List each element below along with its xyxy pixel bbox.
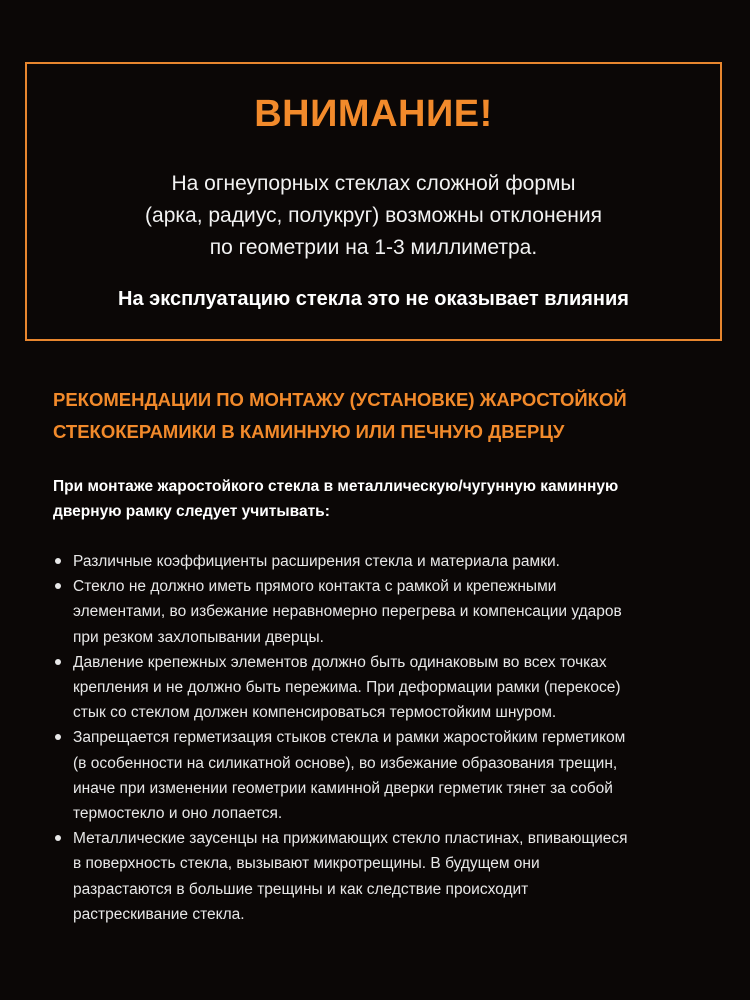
warning-title: ВНИМАНИЕ!: [254, 93, 493, 135]
list-item-line: в поверхность стекла, вызывают микротрещины. В будущем они: [73, 855, 540, 873]
list-item-line: растрескивание стекла.: [73, 905, 245, 923]
list-item-line: Запрещается герметизация стыков стекла и рамки жаростойким герметиком: [73, 729, 626, 747]
list-item-line: крепления и не должно быть пережима. При деформации рамки (перекосе): [73, 679, 621, 697]
list-item-line: элементами, во избежание неравномерно перегрева и компенсации ударов: [73, 603, 622, 621]
list-item-line: (в особенности на силикатной основе), во избежание образования трещин,: [73, 754, 618, 772]
list-item: [53, 725, 713, 826]
intro-line: При монтаже жаростойкого стекла в металлическую/чугунную каминную: [53, 478, 619, 495]
bullet-icon: [55, 659, 61, 665]
list-item-line: при резком захлопывании дверцы.: [73, 628, 324, 646]
warning-text: [27, 168, 720, 264]
list-item-line: стык со стеклом должен компенсироваться термостойким шнуром.: [73, 704, 557, 722]
list-item-line: Металлические заусенцы на прижимающих стекло пластинах, впивающиеся: [73, 830, 628, 848]
section-title-line: РЕКОМЕНДАЦИИ ПО МОНТАЖУ (УСТАНОВКЕ) ЖАРОСТОЙКОЙ: [53, 389, 627, 410]
bullet-icon: [55, 583, 61, 589]
intro-line: дверную рамку следует учитывать:: [53, 503, 330, 520]
list-item: [53, 826, 713, 927]
list-item-line: иначе при изменении геометрии каминной дверки герметик тянет за собой: [73, 779, 613, 797]
list-item-line: термостекло и оно лопается.: [73, 805, 283, 823]
list-item-line: разрастаются в большие трещины и как следствие происходит: [73, 880, 529, 898]
recommendations-list: [53, 549, 713, 927]
warning-line: На огнеупорных стеклах сложной формы: [171, 172, 576, 195]
intro-text: [53, 474, 618, 524]
list-item-line: Различные коэффициенты расширения стекла и материала рамки.: [73, 553, 560, 570]
warning-box: [25, 62, 722, 341]
section-title-line: СТЕКОКЕРАМИКИ В КАМИННУЮ ИЛИ ПЕЧНУЮ ДВЕРЦУ: [53, 421, 565, 442]
section-title: [53, 384, 627, 448]
warning-line: по геометрии на 1-3 миллиметра.: [209, 236, 538, 259]
list-item: [53, 574, 713, 650]
warning-note: На эксплуатацию стекла это не оказывает влияния: [118, 288, 629, 310]
bullet-icon: [55, 835, 61, 841]
list-item: [53, 650, 713, 726]
list-item: [53, 549, 713, 574]
warning-line: (арка, радиус, полукруг) возможны отклонения: [145, 204, 602, 227]
list-item-line: Стекло не должно иметь прямого контакта с рамкой и крепежными: [73, 578, 557, 596]
list-item-line: Давление крепежных элементов должно быть одинаковым во всех точках: [73, 653, 607, 671]
bullet-icon: [55, 558, 61, 564]
bullet-icon: [55, 734, 61, 740]
